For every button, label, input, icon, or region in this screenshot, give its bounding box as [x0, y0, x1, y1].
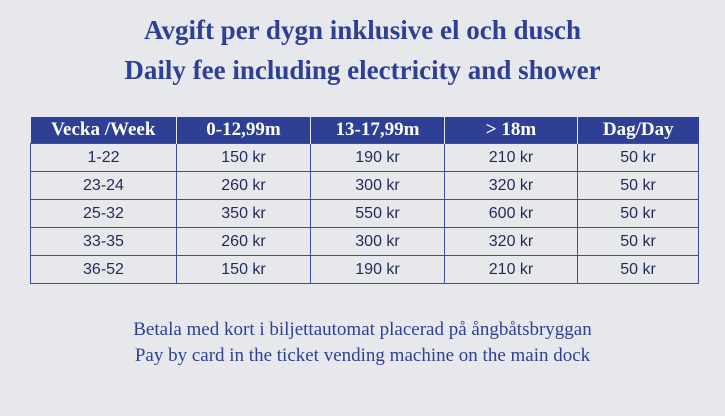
cell-price: 260 kr	[177, 172, 311, 200]
cell-price: 300 kr	[311, 172, 445, 200]
table-row	[31, 228, 699, 256]
column-header-day: Dag/Day	[578, 117, 699, 144]
payment-note-english: Pay by card in the ticket vending machine on the main dock	[134, 345, 591, 366]
cell-week: 33-35	[31, 228, 177, 256]
cell-price: 210 kr	[445, 144, 578, 172]
cell-price: 350 kr	[177, 200, 311, 228]
page-title-swedish: Avgift per dygn inklusive el och dusch	[143, 15, 582, 45]
cell-price: 150 kr	[177, 144, 311, 172]
cell-price: 320 kr	[445, 172, 578, 200]
cell-week: 23-24	[31, 172, 177, 200]
cell-price: 150 kr	[177, 256, 311, 284]
cell-price: 320 kr	[445, 228, 578, 256]
table-row	[31, 172, 699, 200]
column-header-week: Vecka /Week	[31, 117, 177, 144]
page-title-english: Daily fee including electricity and shower	[124, 55, 601, 85]
fee-table	[30, 117, 699, 284]
table-row	[31, 144, 699, 172]
cell-week: 1-22	[31, 144, 177, 172]
cell-day-price: 50 kr	[578, 144, 699, 172]
table-row	[31, 256, 699, 284]
cell-day-price: 50 kr	[578, 172, 699, 200]
cell-week: 25-32	[31, 200, 177, 228]
cell-week: 36-52	[31, 256, 177, 284]
column-header-length-0-12: 0-12,99m	[177, 117, 311, 144]
column-header-length-13-17: 13-17,99m	[311, 117, 445, 144]
column-header-length-over-18: > 18m	[445, 117, 578, 144]
cell-price: 300 kr	[311, 228, 445, 256]
table-row	[31, 200, 699, 228]
cell-price: 190 kr	[311, 256, 445, 284]
cell-day-price: 50 kr	[578, 228, 699, 256]
cell-day-price: 50 kr	[578, 256, 699, 284]
cell-day-price: 50 kr	[578, 200, 699, 228]
cell-price: 190 kr	[311, 144, 445, 172]
cell-price: 210 kr	[445, 256, 578, 284]
cell-price: 550 kr	[311, 200, 445, 228]
table-header-row	[31, 117, 699, 144]
payment-note-swedish: Betala med kort i biljettautomat placerad på ångbåtsbryggan	[133, 319, 592, 340]
cell-price: 600 kr	[445, 200, 578, 228]
cell-price: 260 kr	[177, 228, 311, 256]
